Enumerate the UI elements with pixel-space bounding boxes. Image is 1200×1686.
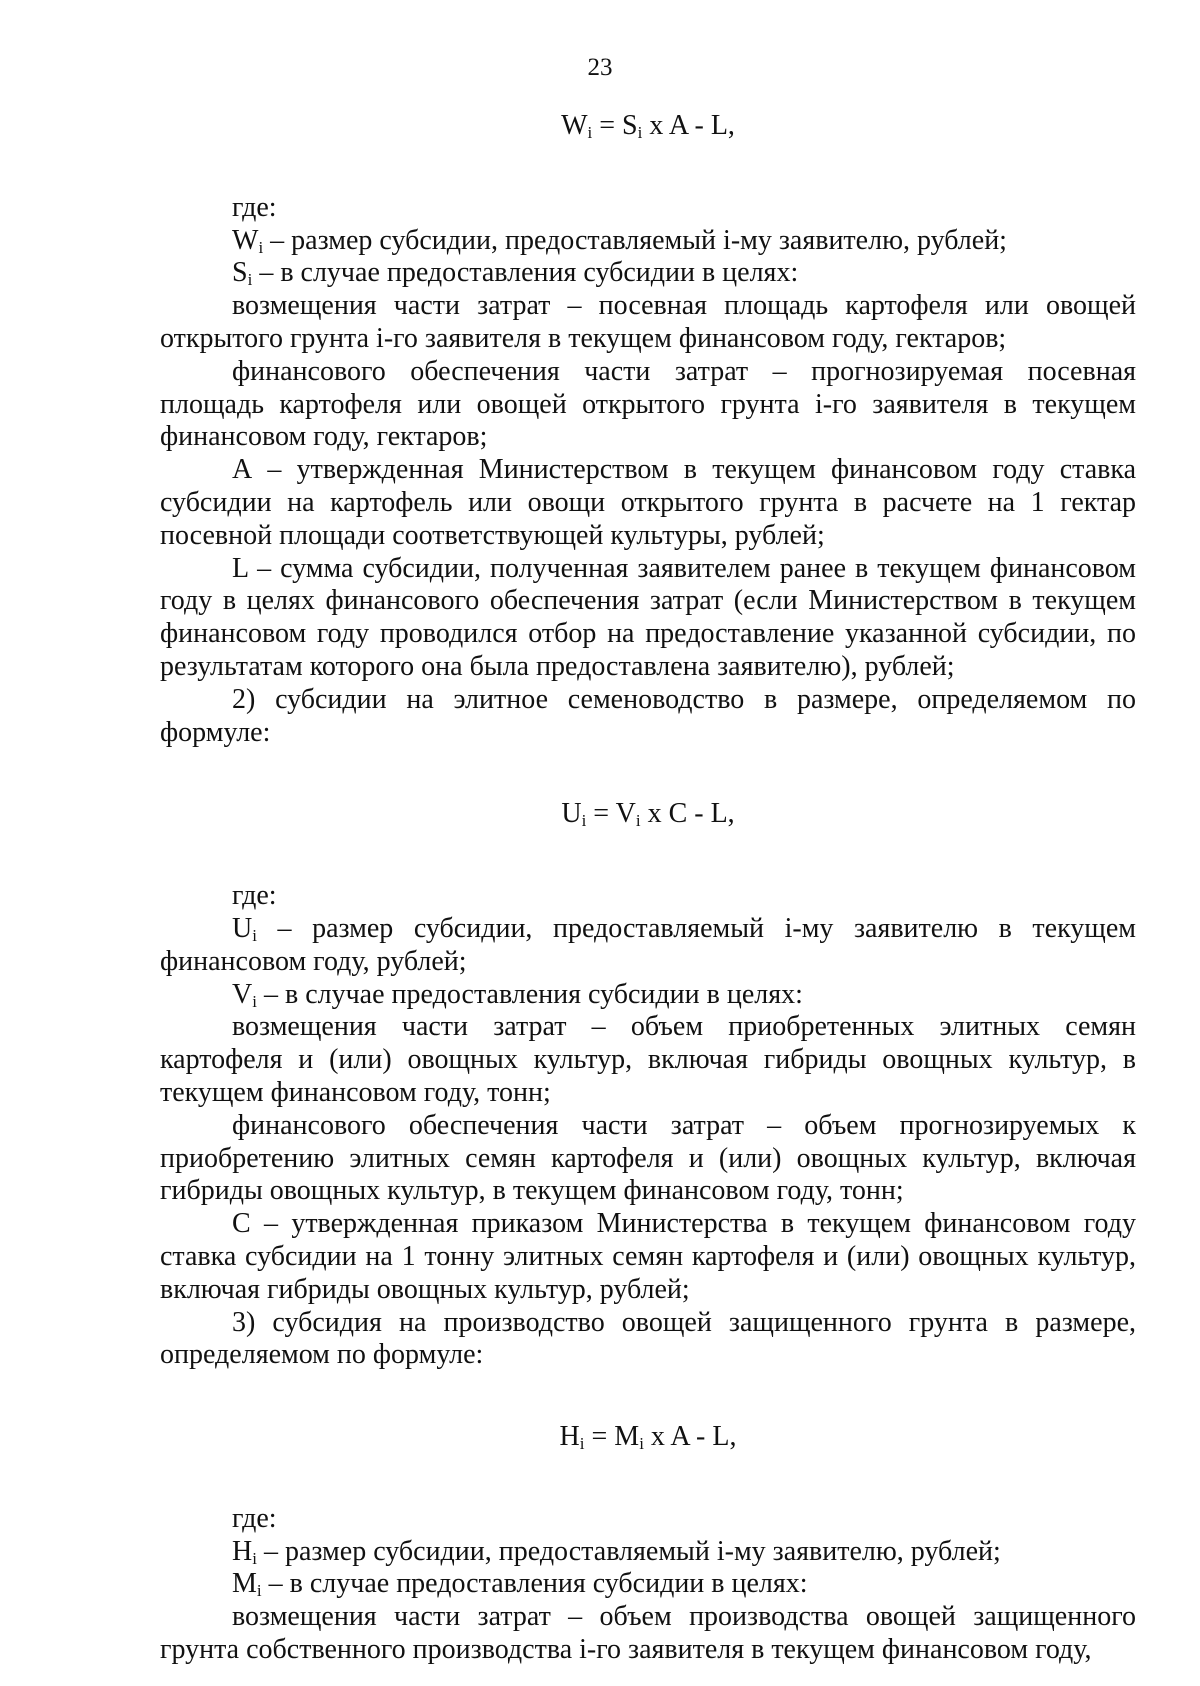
formula-ui xyxy=(160,798,1136,831)
paragraph-text: 2) субсидии на элитное семеноводство в размере, определяемом по формуле: xyxy=(160,683,1136,748)
formula-lhs-sub: i xyxy=(579,1434,585,1454)
where-label: где: xyxy=(232,880,277,912)
paragraph xyxy=(160,1208,1136,1306)
paragraph-text: L – сумма субсидии, полученная заявителем ранее в текущем финансовом году в целях финансового обеспечения затрат (если Министерством в текущем финансовом году проводился отбор на предоставление указанной субсидии, по результатам которого она была предоставлена заявителю), рублей; xyxy=(160,552,1136,682)
formula-hi xyxy=(160,1421,1136,1454)
paragraph-group-2 xyxy=(160,913,1136,1372)
formula-eq: = xyxy=(592,110,623,141)
formula-rest: x A - L, xyxy=(642,110,735,141)
symbol: W xyxy=(232,224,259,256)
paragraph-text: – в случае предоставления субсидии в целях: xyxy=(261,1568,808,1600)
formula-rest: x A - L, xyxy=(643,1421,737,1453)
paragraph xyxy=(160,257,1136,290)
document-body xyxy=(160,110,1136,1667)
paragraph xyxy=(160,1011,1136,1109)
paragraph-text: А – утвержденная Министерством в текущем финансовом году ставка субсидии на картофель или овощи открытого грунта в расчете на 1 гектар посевной площади соответствующей культуры, рублей; xyxy=(160,454,1136,551)
formula-term-sub: i xyxy=(639,1434,644,1454)
formula-term: M xyxy=(614,1421,640,1453)
paragraph-text: возмещения части затрат – посевная площадь картофеля или овощей открытого грунта i-го заявителя в текущем финансовом году, гектаров; xyxy=(160,290,1136,354)
paragraph-text: возмещения части затрат – объем приобретенных элитных семян картофеля и (или) овощных культур, включая гибриды овощных культур, в текущем финансовом году, тонн; xyxy=(160,1011,1136,1108)
where-label: где: xyxy=(232,1502,277,1534)
paragraph xyxy=(160,356,1136,454)
paragraph xyxy=(160,553,1136,684)
paragraph xyxy=(160,1601,1136,1667)
paragraph-text: – в случае предоставления субсидии в целях: xyxy=(252,257,799,289)
formula-lhs-sub: i xyxy=(587,123,593,142)
symbol-subscript: i xyxy=(258,237,264,257)
paragraph xyxy=(160,225,1136,258)
paragraph-group-1 xyxy=(160,225,1136,750)
paragraph-text: 3) субсидия на производство овощей защищенного грунта в размере, определяемом по формуле: xyxy=(160,1306,1136,1371)
paragraph xyxy=(160,290,1136,356)
symbol: S xyxy=(232,257,248,289)
symbol: U xyxy=(232,912,253,944)
paragraph xyxy=(160,1568,1136,1601)
paragraph-text: – размер субсидии, предоставляемый i-му заявителю, рублей; xyxy=(256,1535,1001,1567)
paragraph xyxy=(160,913,1136,979)
paragraph-text: финансового обеспечения части затрат – объем прогнозируемых к приобретению элитных семян картофеля и (или) овощных культур, включая гибриды овощных культур, в текущем финансовом году, тонн; xyxy=(160,1109,1136,1207)
formula-term: V xyxy=(615,798,636,830)
paragraph xyxy=(160,1110,1136,1208)
symbol-subscript: i xyxy=(256,1581,262,1601)
formula-lhs-sub: i xyxy=(581,811,587,831)
paragraph-text: финансового обеспечения части затрат – прогнозируемая посевная площадь картофеля или овощей открытого грунта i-го заявителя в текущем финансовом году, гектаров; xyxy=(160,355,1136,453)
paragraph-text: – размер субсидии, предоставляемый i-му заявителю в текущем финансовом году, рублей; xyxy=(160,912,1136,977)
paragraph-text: возмещения части затрат – объем производства овощей защищенного грунта собственного производства i-го заявителя в текущем финансовом году, xyxy=(160,1601,1136,1666)
formula-term: S xyxy=(622,110,638,141)
page-number: 23 xyxy=(587,54,613,81)
paragraph xyxy=(160,454,1136,552)
formula-eq: = xyxy=(584,1421,615,1453)
paragraph-group-3 xyxy=(160,1536,1136,1667)
symbol-subscript: i xyxy=(252,991,257,1011)
paragraph-text: – размер субсидии, предоставляемый i-му заявителю, рублей; xyxy=(263,224,1007,256)
formula-lhs: W xyxy=(561,110,588,141)
paragraph-text: С – утвержденная приказом Министерства в текущем финансовом году ставка субсидии на 1 тонну элитных семян картофеля и (или) овощных культур, включая гибриды овощных культур, рублей; xyxy=(160,1208,1136,1305)
symbol-subscript: i xyxy=(247,270,253,290)
paragraph xyxy=(160,979,1136,1012)
formula-lhs: U xyxy=(561,798,582,830)
symbol: M xyxy=(232,1568,257,1600)
symbol-subscript: i xyxy=(252,1548,257,1568)
symbol-subscript: i xyxy=(252,925,257,945)
symbol: V xyxy=(232,978,253,1010)
formula-lhs: H xyxy=(559,1421,580,1453)
formula-term-sub: i xyxy=(637,123,643,142)
paragraph xyxy=(160,684,1136,750)
symbol: H xyxy=(232,1535,253,1567)
formula-eq: = xyxy=(586,798,616,830)
paragraph xyxy=(160,1307,1136,1373)
paragraph-text: – в случае предоставления субсидии в целях: xyxy=(256,978,803,1010)
formula-wi xyxy=(160,110,1136,143)
paragraph xyxy=(160,1536,1136,1569)
formula-rest: x C - L, xyxy=(640,798,735,830)
where-label: где: xyxy=(232,191,277,223)
formula-term-sub: i xyxy=(635,811,641,831)
